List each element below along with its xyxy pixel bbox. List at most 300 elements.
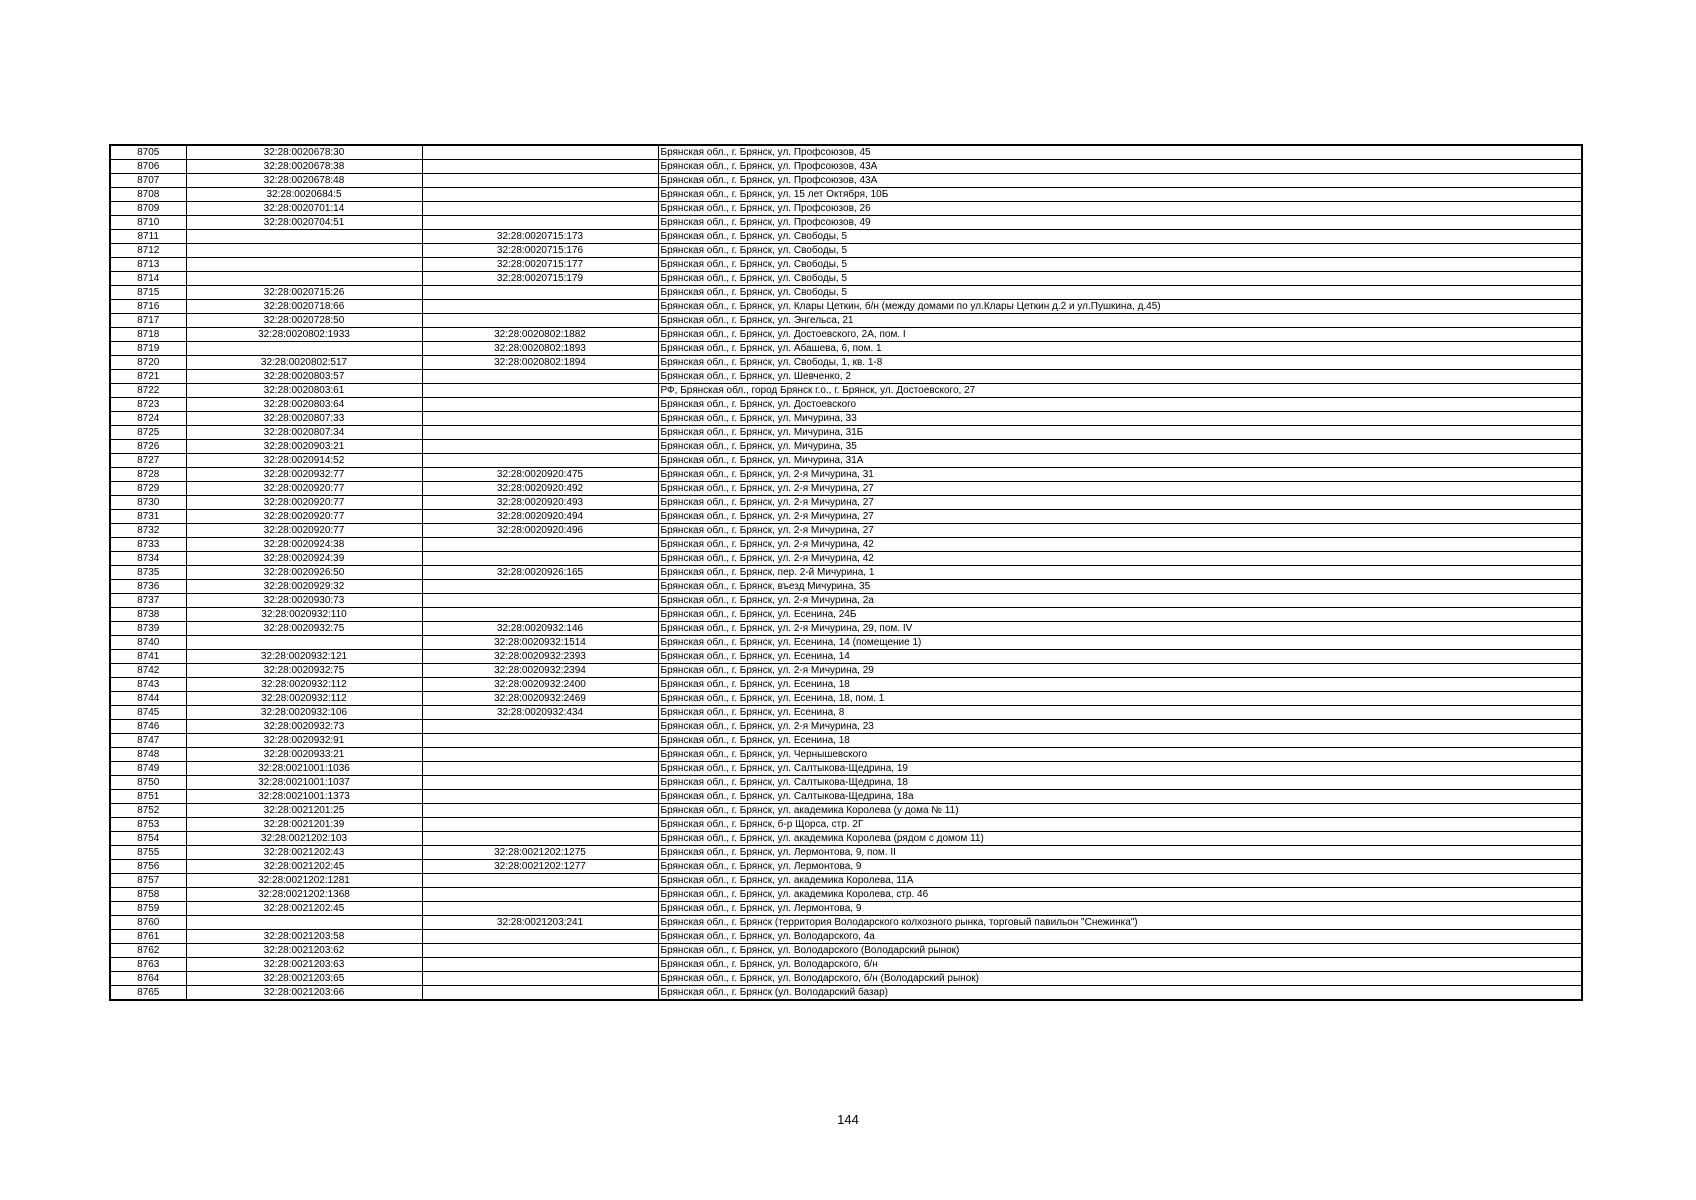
address-cell: Брянская обл., г. Брянск, ул. Салтыкова-Щедрина, 18 <box>658 776 1582 790</box>
table-row <box>110 776 1582 790</box>
object-cadastral-number-cell <box>422 608 658 622</box>
cadastral-number-cell: 32:28:0021202:43 <box>186 846 422 860</box>
cadastral-number-cell: 32:28:0020929:32 <box>186 580 422 594</box>
table-row <box>110 314 1582 328</box>
table-row <box>110 636 1582 650</box>
table-row <box>110 412 1582 426</box>
address-cell: Брянская обл., г. Брянск, ул. Клары Цеткин, б/н (между домами по ул.Клары Цеткин д.2 и ул.Пушкина, д.45) <box>658 300 1582 314</box>
table-row <box>110 678 1582 692</box>
cadastral-number-cell: 32:28:0021203:63 <box>186 958 422 972</box>
row-number-cell: 8749 <box>110 762 186 776</box>
cadastral-number-cell: 32:28:0021202:1368 <box>186 888 422 902</box>
object-cadastral-number-cell: 32:28:0020802:1882 <box>422 328 658 342</box>
address-cell: Брянская обл., г. Брянск, ул. Свободы, 5 <box>658 230 1582 244</box>
table-row <box>110 510 1582 524</box>
cadastral-number-cell: 32:28:0020932:75 <box>186 664 422 678</box>
cadastral-number-cell: 32:28:0020802:517 <box>186 356 422 370</box>
row-number-cell: 8748 <box>110 748 186 762</box>
row-number-cell: 8724 <box>110 412 186 426</box>
address-cell: Брянская обл., г. Брянск, ул. академика Королева (рядом с домом 11) <box>658 832 1582 846</box>
row-number-cell: 8721 <box>110 370 186 384</box>
object-cadastral-number-cell <box>422 594 658 608</box>
table-row <box>110 188 1582 202</box>
table-row <box>110 790 1582 804</box>
row-number-cell: 8727 <box>110 454 186 468</box>
cadastral-number-cell <box>186 636 422 650</box>
row-number-cell: 8750 <box>110 776 186 790</box>
table-row <box>110 846 1582 860</box>
address-cell: Брянская обл., г. Брянск, ул. Салтыкова-Щедрина, 18а <box>658 790 1582 804</box>
table-row <box>110 804 1582 818</box>
object-cadastral-number-cell: 32:28:0020920:493 <box>422 496 658 510</box>
table-row <box>110 272 1582 286</box>
object-cadastral-number-cell: 32:28:0020932:146 <box>422 622 658 636</box>
table-row <box>110 734 1582 748</box>
object-cadastral-number-cell: 32:28:0020932:2393 <box>422 650 658 664</box>
address-cell: Брянская обл., г. Брянск, ул. 2-я Мичурина, 27 <box>658 510 1582 524</box>
cadastral-number-cell: 32:28:0020807:34 <box>186 426 422 440</box>
object-cadastral-number-cell <box>422 384 658 398</box>
table-row <box>110 566 1582 580</box>
address-cell: Брянская обл., г. Брянск (территория Володарского колхозного рынка, торговый павильон "Снежинка") <box>658 916 1582 930</box>
row-number-cell: 8719 <box>110 342 186 356</box>
object-cadastral-number-cell <box>422 944 658 958</box>
cadastral-number-cell: 32:28:0020903:21 <box>186 440 422 454</box>
address-cell: Брянская обл., г. Брянск, ул. Володарского, б/н <box>658 958 1582 972</box>
cadastral-number-cell <box>186 916 422 930</box>
object-cadastral-number-cell: 32:28:0021203:241 <box>422 916 658 930</box>
table-row <box>110 300 1582 314</box>
table-row <box>110 874 1582 888</box>
row-number-cell: 8747 <box>110 734 186 748</box>
object-cadastral-number-cell <box>422 202 658 216</box>
table-row <box>110 552 1582 566</box>
cadastral-number-cell: 32:28:0020678:48 <box>186 174 422 188</box>
row-number-cell: 8765 <box>110 986 186 1001</box>
table-row <box>110 398 1582 412</box>
table-row <box>110 944 1582 958</box>
object-cadastral-number-cell: 32:28:0021202:1275 <box>422 846 658 860</box>
table-row <box>110 370 1582 384</box>
address-cell: Брянская обл., г. Брянск, ул. Есенина, 14 <box>658 650 1582 664</box>
cadastral-number-cell: 32:28:0020684:5 <box>186 188 422 202</box>
address-cell: Брянская обл., г. Брянск, ул. Профсоюзов, 45 <box>658 145 1582 160</box>
cadastral-number-cell: 32:28:0021202:45 <box>186 860 422 874</box>
address-cell: Брянская обл., г. Брянск, пер. 2-й Мичурина, 1 <box>658 566 1582 580</box>
table-row <box>110 384 1582 398</box>
cadastral-number-cell: 32:28:0020920:77 <box>186 510 422 524</box>
row-number-cell: 8745 <box>110 706 186 720</box>
object-cadastral-number-cell: 32:28:0020932:2394 <box>422 664 658 678</box>
object-cadastral-number-cell <box>422 286 658 300</box>
table-row <box>110 888 1582 902</box>
row-number-cell: 8734 <box>110 552 186 566</box>
address-cell: Брянская обл., г. Брянск, ул. Есенина, 8 <box>658 706 1582 720</box>
row-number-cell: 8758 <box>110 888 186 902</box>
row-number-cell: 8737 <box>110 594 186 608</box>
object-cadastral-number-cell: 32:28:0020802:1893 <box>422 342 658 356</box>
address-cell: Брянская обл., г. Брянск, ул. Профсоюзов, 49 <box>658 216 1582 230</box>
address-cell: Брянская обл., г. Брянск (ул. Володарский базар) <box>658 986 1582 1001</box>
row-number-cell: 8720 <box>110 356 186 370</box>
row-number-cell: 8710 <box>110 216 186 230</box>
row-number-cell: 8712 <box>110 244 186 258</box>
address-cell: Брянская обл., г. Брянск, ул. Мичурина, 31А <box>658 454 1582 468</box>
cadastral-number-cell: 32:28:0020678:38 <box>186 160 422 174</box>
row-number-cell: 8752 <box>110 804 186 818</box>
table-row <box>110 832 1582 846</box>
row-number-cell: 8708 <box>110 188 186 202</box>
address-cell: Брянская обл., г. Брянск, ул. Лермонтова, 9 <box>658 860 1582 874</box>
table-row <box>110 496 1582 510</box>
object-cadastral-number-cell: 32:28:0020932:2469 <box>422 692 658 706</box>
cadastral-number-cell: 32:28:0021001:1037 <box>186 776 422 790</box>
object-cadastral-number-cell <box>422 552 658 566</box>
object-cadastral-number-cell: 32:28:0020932:1514 <box>422 636 658 650</box>
cadastral-number-cell: 32:28:0020678:30 <box>186 145 422 160</box>
cadastral-number-cell: 32:28:0021001:1036 <box>186 762 422 776</box>
table-row <box>110 692 1582 706</box>
row-number-cell: 8751 <box>110 790 186 804</box>
address-cell: Брянская обл., г. Брянск, ул. Энгельса, 21 <box>658 314 1582 328</box>
address-cell: Брянская обл., г. Брянск, ул. Володарского, б/н (Володарский рынок) <box>658 972 1582 986</box>
row-number-cell: 8731 <box>110 510 186 524</box>
cadastral-number-cell: 32:28:0020802:1933 <box>186 328 422 342</box>
table-row <box>110 720 1582 734</box>
table-row <box>110 608 1582 622</box>
object-cadastral-number-cell <box>422 174 658 188</box>
row-number-cell: 8723 <box>110 398 186 412</box>
object-cadastral-number-cell <box>422 188 658 202</box>
row-number-cell: 8757 <box>110 874 186 888</box>
row-number-cell: 8715 <box>110 286 186 300</box>
object-cadastral-number-cell <box>422 888 658 902</box>
table-row <box>110 524 1582 538</box>
object-cadastral-number-cell: 32:28:0020920:475 <box>422 468 658 482</box>
object-cadastral-number-cell: 32:28:0020920:494 <box>422 510 658 524</box>
address-cell: Брянская обл., г. Брянск, ул. 2-я Мичурина, 27 <box>658 524 1582 538</box>
row-number-cell: 8739 <box>110 622 186 636</box>
row-number-cell: 8718 <box>110 328 186 342</box>
row-number-cell: 8733 <box>110 538 186 552</box>
cadastral-number-cell: 32:28:0021202:45 <box>186 902 422 916</box>
table-row <box>110 426 1582 440</box>
row-number-cell: 8755 <box>110 846 186 860</box>
address-cell: Брянская обл., г. Брянск, ул. Володарского, 4а <box>658 930 1582 944</box>
table-row <box>110 440 1582 454</box>
address-cell: Брянская обл., г. Брянск, ул. 2-я Мичурина, 42 <box>658 538 1582 552</box>
address-cell: Брянская обл., г. Брянск, ул. Профсоюзов, 43А <box>658 160 1582 174</box>
row-number-cell: 8760 <box>110 916 186 930</box>
row-number-cell: 8711 <box>110 230 186 244</box>
cadastral-number-cell <box>186 258 422 272</box>
cadastral-number-cell: 32:28:0020932:121 <box>186 650 422 664</box>
object-cadastral-number-cell <box>422 762 658 776</box>
table-body <box>110 145 1582 1000</box>
address-cell: Брянская обл., г. Брянск, ул. Лермонтова, 9 <box>658 902 1582 916</box>
address-cell: Брянская обл., г. Брянск, ул. 2-я Мичурина, 29, пом. IV <box>658 622 1582 636</box>
object-cadastral-number-cell: 32:28:0021202:1277 <box>422 860 658 874</box>
object-cadastral-number-cell <box>422 454 658 468</box>
table-row <box>110 454 1582 468</box>
address-cell: Брянская обл., г. Брянск, ул. 2-я Мичурина, 29 <box>658 664 1582 678</box>
row-number-cell: 8714 <box>110 272 186 286</box>
row-number-cell: 8728 <box>110 468 186 482</box>
table-row <box>110 202 1582 216</box>
cadastral-number-cell: 32:28:0021203:58 <box>186 930 422 944</box>
object-cadastral-number-cell <box>422 538 658 552</box>
cadastral-number-cell <box>186 272 422 286</box>
row-number-cell: 8742 <box>110 664 186 678</box>
cadastral-number-cell: 32:28:0020920:77 <box>186 496 422 510</box>
row-number-cell: 8744 <box>110 692 186 706</box>
object-cadastral-number-cell <box>422 804 658 818</box>
address-cell: Брянская обл., г. Брянск, ул. Шевченко, 2 <box>658 370 1582 384</box>
table-row <box>110 482 1582 496</box>
row-number-cell: 8738 <box>110 608 186 622</box>
address-cell: РФ, Брянская обл., город Брянск г.о., г. Брянск, ул. Достоевского, 27 <box>658 384 1582 398</box>
object-cadastral-number-cell <box>422 930 658 944</box>
cadastral-number-cell: 32:28:0021203:66 <box>186 986 422 1001</box>
cadastral-number-cell: 32:28:0021201:39 <box>186 818 422 832</box>
address-cell: Брянская обл., г. Брянск, ул. Свободы, 5 <box>658 286 1582 300</box>
table-row <box>110 594 1582 608</box>
table-row <box>110 622 1582 636</box>
table-row <box>110 328 1582 342</box>
cadastral-number-cell: 32:28:0021203:65 <box>186 972 422 986</box>
address-cell: Брянская обл., г. Брянск, ул. академика Королева, 11А <box>658 874 1582 888</box>
cadastral-number-cell <box>186 342 422 356</box>
cadastral-table <box>109 144 1583 1001</box>
object-cadastral-number-cell: 32:28:0020715:176 <box>422 244 658 258</box>
row-number-cell: 8761 <box>110 930 186 944</box>
cadastral-number-cell: 32:28:0020924:39 <box>186 552 422 566</box>
object-cadastral-number-cell: 32:28:0020715:177 <box>422 258 658 272</box>
object-cadastral-number-cell: 32:28:0020932:434 <box>422 706 658 720</box>
object-cadastral-number-cell <box>422 734 658 748</box>
object-cadastral-number-cell <box>422 972 658 986</box>
address-cell: Брянская обл., г. Брянск, ул. Свободы, 5 <box>658 258 1582 272</box>
object-cadastral-number-cell <box>422 832 658 846</box>
table-row <box>110 230 1582 244</box>
table-row <box>110 958 1582 972</box>
address-cell: Брянская обл., г. Брянск, ул. 2-я Мичурина, 31 <box>658 468 1582 482</box>
cadastral-number-cell: 32:28:0020914:52 <box>186 454 422 468</box>
address-cell: Брянская обл., г. Брянск, ул. академика Королева (у дома № 11) <box>658 804 1582 818</box>
cadastral-number-cell <box>186 230 422 244</box>
address-cell: Брянская обл., г. Брянск, ул. академика Королева, стр. 46 <box>658 888 1582 902</box>
table-row <box>110 216 1582 230</box>
object-cadastral-number-cell: 32:28:0020926:165 <box>422 566 658 580</box>
row-number-cell: 8717 <box>110 314 186 328</box>
table-row <box>110 145 1582 160</box>
address-cell: Брянская обл., г. Брянск, ул. Салтыкова-Щедрина, 19 <box>658 762 1582 776</box>
address-cell: Брянская обл., г. Брянск, ул. Есенина, 18 <box>658 678 1582 692</box>
table-row <box>110 902 1582 916</box>
object-cadastral-number-cell <box>422 790 658 804</box>
object-cadastral-number-cell <box>422 398 658 412</box>
address-cell: Брянская обл., г. Брянск, ул. Мичурина, 35 <box>658 440 1582 454</box>
cadastral-number-cell: 32:28:0020715:26 <box>186 286 422 300</box>
address-cell: Брянская обл., г. Брянск, ул. Свободы, 1, кв. 1-8 <box>658 356 1582 370</box>
object-cadastral-number-cell: 32:28:0020920:496 <box>422 524 658 538</box>
address-cell: Брянская обл., г. Брянск, ул. Достоевского, 2А, пом. I <box>658 328 1582 342</box>
cadastral-number-cell: 32:28:0020932:75 <box>186 622 422 636</box>
row-number-cell: 8726 <box>110 440 186 454</box>
table-row <box>110 986 1582 1001</box>
cadastral-number-cell: 32:28:0020930:73 <box>186 594 422 608</box>
address-cell: Брянская обл., г. Брянск, ул. 2-я Мичурина, 23 <box>658 720 1582 734</box>
object-cadastral-number-cell <box>422 300 658 314</box>
row-number-cell: 8713 <box>110 258 186 272</box>
table-row <box>110 650 1582 664</box>
object-cadastral-number-cell: 32:28:0020932:2400 <box>422 678 658 692</box>
object-cadastral-number-cell <box>422 160 658 174</box>
address-cell: Брянская обл., г. Брянск, б-р Щорса, стр. 2Г <box>658 818 1582 832</box>
object-cadastral-number-cell <box>422 580 658 594</box>
cadastral-number-cell: 32:28:0020932:106 <box>186 706 422 720</box>
address-cell: Брянская обл., г. Брянск, ул. Свободы, 5 <box>658 244 1582 258</box>
cadastral-number-cell: 32:28:0020926:50 <box>186 566 422 580</box>
cadastral-number-cell: 32:28:0020932:112 <box>186 678 422 692</box>
row-number-cell: 8746 <box>110 720 186 734</box>
table-row <box>110 818 1582 832</box>
address-cell: Брянская обл., г. Брянск, ул. Чернышевского <box>658 748 1582 762</box>
object-cadastral-number-cell <box>422 370 658 384</box>
table-row <box>110 342 1582 356</box>
address-cell: Брянская обл., г. Брянск, ул. Володарского (Володарский рынок) <box>658 944 1582 958</box>
address-cell: Брянская обл., г. Брянск, ул. 2-я Мичурина, 27 <box>658 496 1582 510</box>
object-cadastral-number-cell <box>422 748 658 762</box>
cadastral-number-cell: 32:28:0020933:21 <box>186 748 422 762</box>
cadastral-number-cell: 32:28:0021001:1373 <box>186 790 422 804</box>
cadastral-number-cell: 32:28:0020924:38 <box>186 538 422 552</box>
address-cell: Брянская обл., г. Брянск, ул. Есенина, 24Б <box>658 608 1582 622</box>
address-cell: Брянская обл., г. Брянск, ул. Есенина, 18, пом. 1 <box>658 692 1582 706</box>
cadastral-number-cell: 32:28:0020932:112 <box>186 692 422 706</box>
table-row <box>110 258 1582 272</box>
address-cell: Брянская обл., г. Брянск, ул. Есенина, 18 <box>658 734 1582 748</box>
row-number-cell: 8706 <box>110 160 186 174</box>
cadastral-number-cell: 32:28:0021202:103 <box>186 832 422 846</box>
table-row <box>110 580 1582 594</box>
address-cell: Брянская обл., г. Брянск, ул. Профсоюзов, 26 <box>658 202 1582 216</box>
table-row <box>110 748 1582 762</box>
object-cadastral-number-cell <box>422 986 658 1001</box>
object-cadastral-number-cell <box>422 412 658 426</box>
table-row <box>110 286 1582 300</box>
row-number-cell: 8762 <box>110 944 186 958</box>
cadastral-number-cell: 32:28:0020932:73 <box>186 720 422 734</box>
table-row <box>110 244 1582 258</box>
object-cadastral-number-cell: 32:28:0020802:1894 <box>422 356 658 370</box>
page-number: 144 <box>837 1112 859 1127</box>
object-cadastral-number-cell <box>422 874 658 888</box>
address-cell: Брянская обл., г. Брянск, ул. Достоевского <box>658 398 1582 412</box>
row-number-cell: 8732 <box>110 524 186 538</box>
row-number-cell: 8705 <box>110 145 186 160</box>
row-number-cell: 8741 <box>110 650 186 664</box>
object-cadastral-number-cell: 32:28:0020715:173 <box>422 230 658 244</box>
table-row <box>110 972 1582 986</box>
address-cell: Брянская обл., г. Брянск, ул. 15 лет Октября, 10Б <box>658 188 1582 202</box>
object-cadastral-number-cell <box>422 145 658 160</box>
table-row <box>110 468 1582 482</box>
cadastral-number-cell: 32:28:0020920:77 <box>186 524 422 538</box>
object-cadastral-number-cell <box>422 902 658 916</box>
address-cell: Брянская обл., г. Брянск, ул. Лермонтова, 9, пом. II <box>658 846 1582 860</box>
address-cell: Брянская обл., г. Брянск, ул. Есенина, 14 (помещение 1) <box>658 636 1582 650</box>
cadastral-number-cell: 32:28:0020807:33 <box>186 412 422 426</box>
cadastral-number-cell: 32:28:0020932:77 <box>186 468 422 482</box>
cadastral-number-cell: 32:28:0020728:50 <box>186 314 422 328</box>
object-cadastral-number-cell: 32:28:0020920:492 <box>422 482 658 496</box>
row-number-cell: 8707 <box>110 174 186 188</box>
row-number-cell: 8716 <box>110 300 186 314</box>
row-number-cell: 8729 <box>110 482 186 496</box>
cadastral-number-cell: 32:28:0021201:25 <box>186 804 422 818</box>
object-cadastral-number-cell <box>422 216 658 230</box>
cadastral-number-cell: 32:28:0020803:64 <box>186 398 422 412</box>
cadastral-number-cell: 32:28:0020718:66 <box>186 300 422 314</box>
cadastral-number-cell: 32:28:0020920:77 <box>186 482 422 496</box>
address-cell: Брянская обл., г. Брянск, ул. Мичурина, 31Б <box>658 426 1582 440</box>
object-cadastral-number-cell <box>422 314 658 328</box>
row-number-cell: 8736 <box>110 580 186 594</box>
table-row <box>110 664 1582 678</box>
row-number-cell: 8709 <box>110 202 186 216</box>
object-cadastral-number-cell <box>422 440 658 454</box>
row-number-cell: 8725 <box>110 426 186 440</box>
object-cadastral-number-cell <box>422 818 658 832</box>
row-number-cell: 8735 <box>110 566 186 580</box>
table-row <box>110 930 1582 944</box>
row-number-cell: 8743 <box>110 678 186 692</box>
object-cadastral-number-cell: 32:28:0020715:179 <box>422 272 658 286</box>
object-cadastral-number-cell <box>422 426 658 440</box>
cadastral-number-cell: 32:28:0020803:61 <box>186 384 422 398</box>
cadastral-number-cell: 32:28:0020932:110 <box>186 608 422 622</box>
row-number-cell: 8759 <box>110 902 186 916</box>
object-cadastral-number-cell <box>422 720 658 734</box>
row-number-cell: 8730 <box>110 496 186 510</box>
table-row <box>110 174 1582 188</box>
object-cadastral-number-cell <box>422 958 658 972</box>
table-row <box>110 706 1582 720</box>
row-number-cell: 8740 <box>110 636 186 650</box>
row-number-cell: 8753 <box>110 818 186 832</box>
table-row <box>110 762 1582 776</box>
row-number-cell: 8756 <box>110 860 186 874</box>
row-number-cell: 8722 <box>110 384 186 398</box>
address-cell: Брянская обл., г. Брянск, ул. Абашева, 6, пом. 1 <box>658 342 1582 356</box>
address-cell: Брянская обл., г. Брянск, ул. Мичурина, 33 <box>658 412 1582 426</box>
row-number-cell: 8763 <box>110 958 186 972</box>
address-cell: Брянская обл., г. Брянск, ул. Профсоюзов, 43А <box>658 174 1582 188</box>
table-row <box>110 160 1582 174</box>
cadastral-number-cell: 32:28:0020704:51 <box>186 216 422 230</box>
table-row <box>110 356 1582 370</box>
address-cell: Брянская обл., г. Брянск, ул. 2-я Мичурина, 42 <box>658 552 1582 566</box>
address-cell: Брянская обл., г. Брянск, ул. Свободы, 5 <box>658 272 1582 286</box>
row-number-cell: 8754 <box>110 832 186 846</box>
cadastral-number-cell: 32:28:0021203:62 <box>186 944 422 958</box>
table-row <box>110 916 1582 930</box>
address-cell: Брянская обл., г. Брянск, ул. 2-я Мичурина, 27 <box>658 482 1582 496</box>
table-row <box>110 860 1582 874</box>
cadastral-number-cell: 32:28:0020803:57 <box>186 370 422 384</box>
address-cell: Брянская обл., г. Брянск, въезд Мичурина, 35 <box>658 580 1582 594</box>
